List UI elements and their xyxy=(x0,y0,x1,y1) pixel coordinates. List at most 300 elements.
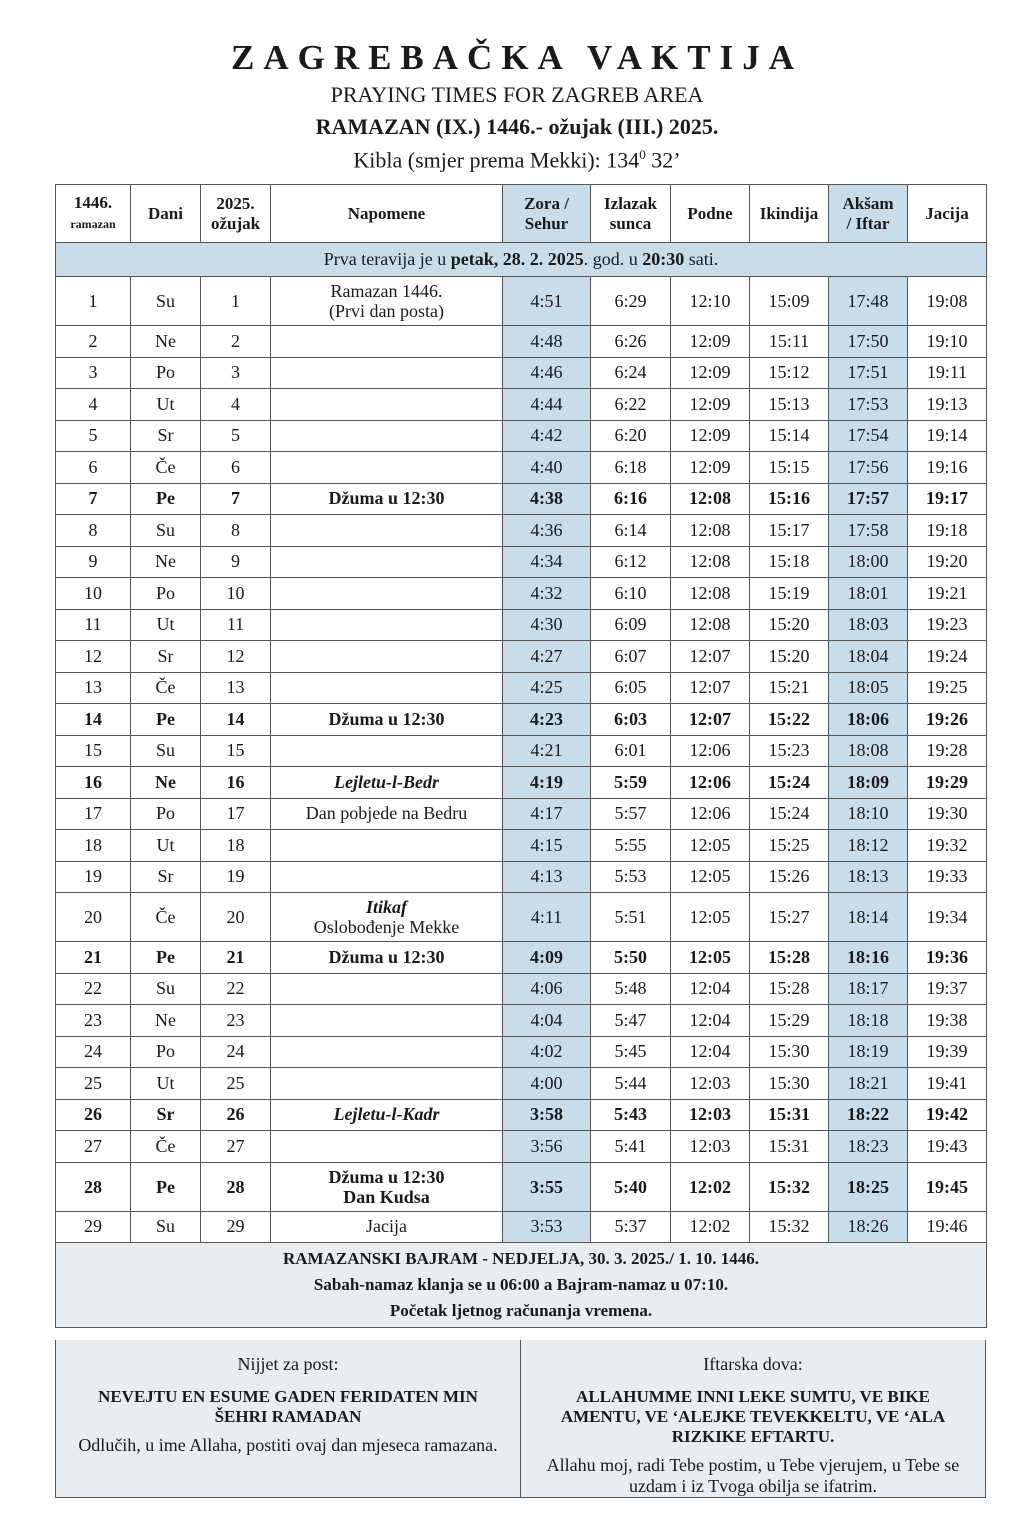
greg-day: 7 xyxy=(201,483,271,515)
teravija-info: Prva teravija je u petak, 28. 2. 2025. god. u 20:30 sati. xyxy=(56,243,987,277)
table-row xyxy=(56,893,987,942)
podne-time: 12:07 xyxy=(671,704,750,736)
aksam-time: 18:23 xyxy=(829,1131,908,1163)
podne-time: 12:03 xyxy=(671,1131,750,1163)
bajram-line-1: RAMAZANSKI BAJRAM - NEDJELJA, 30. 3. 2025./ 1. 10. 1446. xyxy=(282,1249,759,1268)
hijri-day: 13 xyxy=(56,672,131,704)
greg-day: 9 xyxy=(201,546,271,578)
zora-time: 4:44 xyxy=(503,389,591,421)
table-row xyxy=(56,1131,987,1163)
table-row xyxy=(56,609,987,641)
greg-day: 24 xyxy=(201,1036,271,1068)
col-jacija: Jacija xyxy=(908,185,987,243)
zora-time: 3:55 xyxy=(503,1162,591,1211)
hijri-day: 4 xyxy=(56,389,131,421)
hijri-day: 14 xyxy=(56,704,131,736)
podne-time: 12:05 xyxy=(671,942,750,974)
note xyxy=(271,389,503,421)
ikindija-time: 15:29 xyxy=(750,1005,829,1037)
kibla-direction xyxy=(0,147,1034,173)
aksam-time: 18:19 xyxy=(829,1036,908,1068)
jacija-time: 19:14 xyxy=(908,420,987,452)
greg-day: 2 xyxy=(201,326,271,358)
jacija-time: 19:11 xyxy=(908,357,987,389)
jacija-time: 19:25 xyxy=(908,672,987,704)
zora-time: 4:13 xyxy=(503,861,591,893)
hijri-day: 20 xyxy=(56,893,131,942)
hijri-day: 23 xyxy=(56,1005,131,1037)
ikindija-time: 15:30 xyxy=(750,1068,829,1100)
weekday: Sr xyxy=(131,420,201,452)
greg-day: 20 xyxy=(201,893,271,942)
aksam-time: 18:09 xyxy=(829,767,908,799)
zora-time: 4:27 xyxy=(503,641,591,673)
hijri-day: 24 xyxy=(56,1036,131,1068)
weekday: Po xyxy=(131,798,201,830)
zora-time: 4:02 xyxy=(503,1036,591,1068)
nijjet-arabic: NEVEJTU EN ESUME GADEN FERIDATEN MIN ŠEHRI RAMADAN xyxy=(98,1387,478,1426)
greg-day: 25 xyxy=(201,1068,271,1100)
zora-time: 4:25 xyxy=(503,672,591,704)
jacija-time: 19:16 xyxy=(908,452,987,484)
dova-arabic: ALLAHUMME INNI LEKE SUMTU, VE BIKE AMENTU, VE ‘ALEJKE TEVEKKELTU, VE ‘ALA RIZKIKE EFTARTU. xyxy=(560,1387,946,1446)
greg-day: 23 xyxy=(201,1005,271,1037)
podne-time: 12:07 xyxy=(671,672,750,704)
zora-time: 4:11 xyxy=(503,893,591,942)
note xyxy=(271,515,503,547)
hijri-day: 22 xyxy=(56,973,131,1005)
table-row xyxy=(56,672,987,704)
note-line-1: Dan pobjede na Bedru xyxy=(305,803,468,824)
jacija-time: 19:18 xyxy=(908,515,987,547)
izlazak-time: 6:14 xyxy=(591,515,671,547)
table-row xyxy=(56,389,987,421)
aksam-time: 17:56 xyxy=(829,452,908,484)
bajram-info xyxy=(56,1243,987,1328)
aksam-time: 17:51 xyxy=(829,357,908,389)
weekday: Su xyxy=(131,515,201,547)
table-row xyxy=(56,452,987,484)
table-row xyxy=(56,357,987,389)
aksam-time: 18:22 xyxy=(829,1099,908,1131)
teravija-info-row xyxy=(56,243,987,277)
jacija-time: 19:41 xyxy=(908,1068,987,1100)
table-row xyxy=(56,420,987,452)
table-row xyxy=(56,735,987,767)
ramazan-heading: RAMAZAN (IX.) 1446.- ožujak (III.) 2025. xyxy=(315,114,719,139)
zora-time: 4:38 xyxy=(503,483,591,515)
weekday: Če xyxy=(131,452,201,484)
zora-time: 4:23 xyxy=(503,704,591,736)
zora-time: 3:53 xyxy=(503,1211,591,1243)
table-row xyxy=(56,942,987,974)
ikindija-time: 15:27 xyxy=(750,893,829,942)
podne-time: 12:08 xyxy=(671,578,750,610)
col-gregorian: 2025. ožujak xyxy=(201,185,271,243)
hijri-day: 18 xyxy=(56,830,131,862)
ikindija-time: 15:18 xyxy=(750,546,829,578)
ikindija-time: 15:17 xyxy=(750,515,829,547)
note-line-1: Džuma u 12:30 xyxy=(328,1166,445,1187)
ikindija-time: 15:15 xyxy=(750,452,829,484)
zora-time: 4:42 xyxy=(503,420,591,452)
note xyxy=(271,735,503,767)
ikindija-time: 15:20 xyxy=(750,609,829,641)
note xyxy=(271,672,503,704)
ikindija-time: 15:26 xyxy=(750,861,829,893)
note xyxy=(271,1162,503,1211)
note xyxy=(271,861,503,893)
ikindija-time: 15:30 xyxy=(750,1036,829,1068)
col-zora: Zora / Sehur xyxy=(503,185,591,243)
hijri-day: 19 xyxy=(56,861,131,893)
izlazak-time: 5:47 xyxy=(591,1005,671,1037)
podne-time: 12:04 xyxy=(671,1005,750,1037)
greg-day: 12 xyxy=(201,641,271,673)
note xyxy=(271,483,503,515)
weekday: Su xyxy=(131,735,201,767)
zora-time: 4:04 xyxy=(503,1005,591,1037)
greg-day: 3 xyxy=(201,357,271,389)
jacija-time: 19:36 xyxy=(908,942,987,974)
nijjet-translation: Odlučih, u ime Allaha, postiti ovaj dan mjeseca ramazana. xyxy=(78,1435,498,1455)
greg-day: 29 xyxy=(201,1211,271,1243)
izlazak-time: 6:03 xyxy=(591,704,671,736)
hijri-day: 26 xyxy=(56,1099,131,1131)
note-line-2: Oslobođenje Mekke xyxy=(313,917,460,937)
izlazak-time: 5:43 xyxy=(591,1099,671,1131)
aksam-time: 18:04 xyxy=(829,641,908,673)
podne-time: 12:02 xyxy=(671,1211,750,1243)
table-row xyxy=(56,515,987,547)
table-row xyxy=(56,1068,987,1100)
jacija-time: 19:17 xyxy=(908,483,987,515)
hijri-day: 21 xyxy=(56,942,131,974)
podne-time: 12:09 xyxy=(671,389,750,421)
greg-day: 18 xyxy=(201,830,271,862)
izlazak-time: 6:24 xyxy=(591,357,671,389)
weekday: Sr xyxy=(131,641,201,673)
aksam-time: 18:26 xyxy=(829,1211,908,1243)
dova-translation: Allahu moj, radi Tebe postim, u Tebe vjerujem, u Tebe se uzdam i iz Tvoga obilja se ifatrim. xyxy=(546,1455,960,1496)
note-line-2: Dan Kudsa xyxy=(343,1186,430,1207)
jacija-time: 19:24 xyxy=(908,641,987,673)
podne-time: 12:09 xyxy=(671,452,750,484)
hijri-day: 12 xyxy=(56,641,131,673)
aksam-time: 17:57 xyxy=(829,483,908,515)
hijri-day: 2 xyxy=(56,326,131,358)
page-subtitle: PRAYING TIMES FOR ZAGREB AREA xyxy=(330,82,704,107)
podne-time: 12:05 xyxy=(671,861,750,893)
podne-time: 12:06 xyxy=(671,798,750,830)
dua-section xyxy=(55,1340,986,1498)
note xyxy=(271,704,503,736)
note-line-1: Ramazan 1446. xyxy=(330,281,443,301)
table-row xyxy=(56,973,987,1005)
aksam-time: 18:00 xyxy=(829,546,908,578)
aksam-time: 17:58 xyxy=(829,515,908,547)
izlazak-time: 5:57 xyxy=(591,798,671,830)
zora-time: 4:46 xyxy=(503,357,591,389)
hijri-day: 27 xyxy=(56,1131,131,1163)
jacija-time: 19:45 xyxy=(908,1162,987,1211)
aksam-time: 18:25 xyxy=(829,1162,908,1211)
weekday: Pe xyxy=(131,1162,201,1211)
zora-time: 3:56 xyxy=(503,1131,591,1163)
greg-day: 17 xyxy=(201,798,271,830)
izlazak-time: 6:01 xyxy=(591,735,671,767)
izlazak-time: 5:41 xyxy=(591,1131,671,1163)
podne-time: 12:08 xyxy=(671,483,750,515)
ikindija-time: 15:16 xyxy=(750,483,829,515)
jacija-time: 19:46 xyxy=(908,1211,987,1243)
izlazak-time: 5:45 xyxy=(591,1036,671,1068)
greg-day: 15 xyxy=(201,735,271,767)
jacija-time: 19:20 xyxy=(908,546,987,578)
izlazak-time: 6:18 xyxy=(591,452,671,484)
izlazak-time: 6:16 xyxy=(591,483,671,515)
weekday: Pe xyxy=(131,483,201,515)
note xyxy=(271,942,503,974)
weekday: Ut xyxy=(131,1068,201,1100)
aksam-time: 18:06 xyxy=(829,704,908,736)
table-row xyxy=(56,326,987,358)
ikindija-time: 15:22 xyxy=(750,704,829,736)
zora-time: 4:21 xyxy=(503,735,591,767)
nijjet-heading: Nijjet za post: xyxy=(237,1354,339,1374)
note-line-1: Džuma u 12:30 xyxy=(328,488,445,509)
zora-time: 4:06 xyxy=(503,973,591,1005)
weekday: Sr xyxy=(131,861,201,893)
zora-time: 4:34 xyxy=(503,546,591,578)
jacija-time: 19:28 xyxy=(908,735,987,767)
prayer-times-table xyxy=(55,184,987,1328)
weekday: Su xyxy=(131,973,201,1005)
jacija-time: 19:26 xyxy=(908,704,987,736)
podne-time: 12:07 xyxy=(671,641,750,673)
note-line-1: Itikaf xyxy=(365,897,407,917)
hijri-day: 3 xyxy=(56,357,131,389)
aksam-time: 18:21 xyxy=(829,1068,908,1100)
hijri-day: 29 xyxy=(56,1211,131,1243)
podne-time: 12:04 xyxy=(671,973,750,1005)
ikindija-time: 15:28 xyxy=(750,942,829,974)
jacija-time: 19:29 xyxy=(908,767,987,799)
hijri-day: 28 xyxy=(56,1162,131,1211)
hijri-day: 17 xyxy=(56,798,131,830)
note-line-1: Džuma u 12:30 xyxy=(328,708,445,729)
nijjet-box xyxy=(56,1340,520,1497)
zora-time: 4:48 xyxy=(503,326,591,358)
weekday: Su xyxy=(131,277,201,326)
podne-time: 12:10 xyxy=(671,277,750,326)
weekday: Sr xyxy=(131,1099,201,1131)
greg-day: 22 xyxy=(201,973,271,1005)
ikindija-time: 15:13 xyxy=(750,389,829,421)
note xyxy=(271,767,503,799)
jacija-time: 19:42 xyxy=(908,1099,987,1131)
aksam-time: 18:01 xyxy=(829,578,908,610)
table-row xyxy=(56,1162,987,1211)
zora-time: 4:15 xyxy=(503,830,591,862)
izlazak-time: 6:07 xyxy=(591,641,671,673)
aksam-time: 18:03 xyxy=(829,609,908,641)
table-row xyxy=(56,277,987,326)
note xyxy=(271,641,503,673)
table-row xyxy=(56,1036,987,1068)
izlazak-time: 6:09 xyxy=(591,609,671,641)
ikindija-time: 15:09 xyxy=(750,277,829,326)
kibla-suffix: 32’ xyxy=(645,147,681,173)
jacija-time: 19:43 xyxy=(908,1131,987,1163)
zora-time: 4:09 xyxy=(503,942,591,974)
weekday: Ut xyxy=(131,609,201,641)
jacija-time: 19:39 xyxy=(908,1036,987,1068)
podne-time: 12:04 xyxy=(671,1036,750,1068)
weekday: Pe xyxy=(131,704,201,736)
weekday: Ne xyxy=(131,546,201,578)
zora-time: 4:40 xyxy=(503,452,591,484)
bajram-line-3: Početak ljetnog računanja vremena. xyxy=(389,1301,653,1320)
ikindija-time: 15:28 xyxy=(750,973,829,1005)
izlazak-time: 5:59 xyxy=(591,767,671,799)
podne-time: 12:03 xyxy=(671,1099,750,1131)
greg-day: 11 xyxy=(201,609,271,641)
ikindija-time: 15:12 xyxy=(750,357,829,389)
hijri-day: 16 xyxy=(56,767,131,799)
ikindija-time: 15:25 xyxy=(750,830,829,862)
hijri-day: 10 xyxy=(56,578,131,610)
table-row xyxy=(56,1005,987,1037)
aksam-time: 17:50 xyxy=(829,326,908,358)
hijri-day: 7 xyxy=(56,483,131,515)
weekday: Če xyxy=(131,672,201,704)
col-izlazak: Izlazak sunca xyxy=(591,185,671,243)
note xyxy=(271,1005,503,1037)
col-ikindija: Ikindija xyxy=(750,185,829,243)
podne-time: 12:09 xyxy=(671,326,750,358)
note xyxy=(271,546,503,578)
aksam-time: 18:12 xyxy=(829,830,908,862)
note xyxy=(271,1036,503,1068)
note xyxy=(271,798,503,830)
jacija-time: 19:13 xyxy=(908,389,987,421)
izlazak-time: 5:40 xyxy=(591,1162,671,1211)
greg-day: 13 xyxy=(201,672,271,704)
ikindija-time: 15:11 xyxy=(750,326,829,358)
podne-time: 12:06 xyxy=(671,735,750,767)
note xyxy=(271,357,503,389)
table-row xyxy=(56,546,987,578)
izlazak-time: 6:26 xyxy=(591,326,671,358)
aksam-time: 17:54 xyxy=(829,420,908,452)
ikindija-time: 15:19 xyxy=(750,578,829,610)
jacija-time: 19:34 xyxy=(908,893,987,942)
note xyxy=(271,1099,503,1131)
table-row xyxy=(56,861,987,893)
ikindija-time: 15:21 xyxy=(750,672,829,704)
izlazak-time: 5:51 xyxy=(591,893,671,942)
greg-day: 10 xyxy=(201,578,271,610)
note xyxy=(271,973,503,1005)
ikindija-time: 15:20 xyxy=(750,641,829,673)
table-row xyxy=(56,704,987,736)
izlazak-time: 6:22 xyxy=(591,389,671,421)
podne-time: 12:02 xyxy=(671,1162,750,1211)
zora-time: 4:17 xyxy=(503,798,591,830)
note xyxy=(271,578,503,610)
kibla-prefix: Kibla (smjer prema Mekki): 134 xyxy=(353,147,640,173)
col-podne: Podne xyxy=(671,185,750,243)
greg-day: 8 xyxy=(201,515,271,547)
ikindija-time: 15:31 xyxy=(750,1131,829,1163)
aksam-time: 18:17 xyxy=(829,973,908,1005)
ikindija-time: 15:31 xyxy=(750,1099,829,1131)
jacija-time: 19:32 xyxy=(908,830,987,862)
dova-heading: Iftarska dova: xyxy=(703,1354,803,1374)
weekday: Ut xyxy=(131,830,201,862)
greg-day: 27 xyxy=(201,1131,271,1163)
ikindija-time: 15:32 xyxy=(750,1211,829,1243)
ikindija-time: 15:24 xyxy=(750,767,829,799)
weekday: Su xyxy=(131,1211,201,1243)
izlazak-time: 6:29 xyxy=(591,277,671,326)
izlazak-time: 6:10 xyxy=(591,578,671,610)
zora-time: 3:58 xyxy=(503,1099,591,1131)
note-line-1: Lejletu-l-Bedr xyxy=(334,771,439,792)
ikindija-time: 15:14 xyxy=(750,420,829,452)
weekday: Ne xyxy=(131,326,201,358)
bajram-row xyxy=(56,1243,987,1328)
table-row xyxy=(56,578,987,610)
podne-time: 12:03 xyxy=(671,1068,750,1100)
weekday: Po xyxy=(131,578,201,610)
weekday: Pe xyxy=(131,942,201,974)
izlazak-time: 5:55 xyxy=(591,830,671,862)
zora-time: 4:00 xyxy=(503,1068,591,1100)
bajram-line-2: Sabah-namaz klanja se u 06:00 a Bajram-namaz u 07:10. xyxy=(313,1275,729,1294)
note xyxy=(271,893,503,942)
table-header-row xyxy=(56,185,987,243)
col-day: Dani xyxy=(131,185,201,243)
greg-day: 19 xyxy=(201,861,271,893)
aksam-time: 18:10 xyxy=(829,798,908,830)
zora-time: 4:32 xyxy=(503,578,591,610)
jacija-time: 19:30 xyxy=(908,798,987,830)
note xyxy=(271,830,503,862)
hijri-day: 15 xyxy=(56,735,131,767)
podne-time: 12:08 xyxy=(671,546,750,578)
page-title: ZAGREBAČKA VAKTIJA xyxy=(230,38,804,77)
note xyxy=(271,609,503,641)
aksam-time: 18:08 xyxy=(829,735,908,767)
greg-day: 1 xyxy=(201,277,271,326)
ikindija-time: 15:23 xyxy=(750,735,829,767)
note xyxy=(271,452,503,484)
greg-day: 5 xyxy=(201,420,271,452)
izlazak-time: 6:05 xyxy=(591,672,671,704)
jacija-time: 19:38 xyxy=(908,1005,987,1037)
hijri-day: 1 xyxy=(56,277,131,326)
jacija-time: 19:08 xyxy=(908,277,987,326)
izlazak-time: 5:53 xyxy=(591,861,671,893)
aksam-time: 18:13 xyxy=(829,861,908,893)
weekday: Če xyxy=(131,893,201,942)
note xyxy=(271,1068,503,1100)
weekday: Po xyxy=(131,357,201,389)
note xyxy=(271,1131,503,1163)
weekday: Ut xyxy=(131,389,201,421)
